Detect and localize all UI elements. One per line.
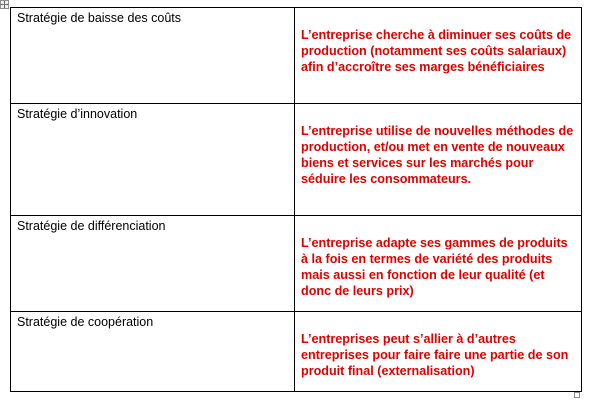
strategy-description-cell[interactable] <box>295 104 582 216</box>
strategy-name-cell[interactable] <box>11 312 295 392</box>
table-move-handle-icon[interactable] <box>0 0 9 9</box>
table-row <box>11 104 582 216</box>
table-row <box>11 312 582 392</box>
strategy-description: L’entreprise utilise de nouvelles méthodes de production, et/ou met en vente de nouveaux biens et services sur les marchés pour séduire les consommateurs. <box>301 124 574 186</box>
strategy-name-cell[interactable] <box>11 8 295 104</box>
move-arrows-icon <box>1 1 8 8</box>
strategy-description-cell[interactable] <box>295 216 582 312</box>
strategies-table <box>10 7 582 392</box>
strategy-name: Stratégie de coopération <box>17 315 154 329</box>
table-resize-handle-icon[interactable] <box>574 392 580 398</box>
strategy-name: Stratégie d’innovation <box>17 107 138 121</box>
strategy-description: L’entreprises peut s’allier à d’autres entreprises pour faire faire une partie de son produit final (externalisation) <box>301 332 569 378</box>
table-row <box>11 8 582 104</box>
strategy-name: Stratégie de différenciation <box>17 219 166 233</box>
strategy-name-cell[interactable] <box>11 216 295 312</box>
strategy-description-cell[interactable] <box>295 312 582 392</box>
strategy-name: Stratégie de baisse des coûts <box>17 11 181 25</box>
table-row <box>11 216 582 312</box>
strategy-description-cell[interactable] <box>295 8 582 104</box>
strategy-description: L’entreprise cherche à diminuer ses coûts de production (notamment ses coûts salariaux) afin d’accroître ses marges bénéficiaires <box>301 28 572 74</box>
strategy-name-cell[interactable] <box>11 104 295 216</box>
strategy-description: L’entreprise adapte ses gammes de produits à la fois en termes de variété des produits mais aussi en fonction de leur qualité (et donc de leurs prix) <box>301 236 568 298</box>
